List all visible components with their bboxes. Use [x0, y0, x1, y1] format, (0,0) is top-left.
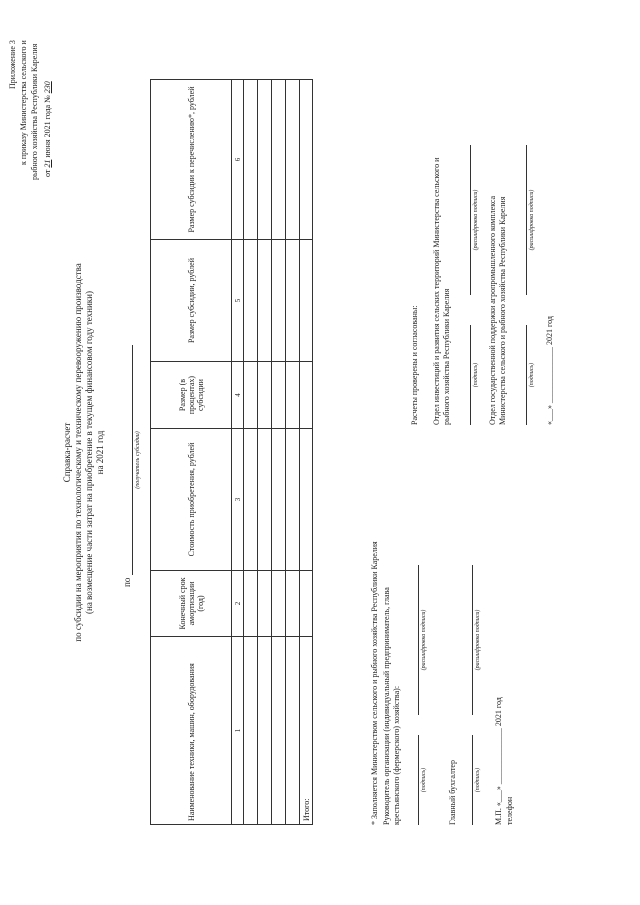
table-total-row [300, 80, 313, 825]
accountant-sign-caption: (подпись) [475, 767, 481, 793]
approval-date-line: «___» ______________ 2021 год [545, 316, 554, 425]
table-row [244, 80, 258, 825]
stamp-date-line: М.П. «___» ______________ 2021 год [494, 697, 503, 825]
appendix-day: 21 [43, 159, 52, 168]
head-decode-line [418, 565, 419, 715]
col-header-amortization: Конечный срок амортизации (год) [151, 571, 232, 637]
dept1-sign-caption: (подпись) [473, 362, 479, 388]
appendix-line3: рыбного хозяйства Республики Карелия [30, 43, 39, 180]
appendix-date-text: июня 2021 года № [43, 95, 52, 158]
col-header-subsidy: Размер субсидии, рублей [151, 240, 232, 362]
table-header-row [151, 80, 232, 825]
head-label-line2: крестьянского (фермерского) хозяйства): [392, 685, 401, 825]
table-row [272, 80, 286, 825]
col-header-percent: Размер (в процентах) субсидии [151, 362, 232, 429]
col-header-cost: Стоимость приобретения, рублей [151, 429, 232, 571]
doc-title: Справка-расчет [62, 422, 72, 483]
doc-subtitle: по субсидии на мероприятия по технологическому и техническому перевооружению производства [73, 263, 83, 642]
dept2-line2: Министерства сельского и рыбного хозяйства Республики Карелия [498, 196, 507, 425]
doc-subtitle-note: (на возмещение части затрат на приобретение в текущем финансовом году техники) [84, 291, 94, 614]
checked-label: Расчеты проверены и согласованы: [410, 305, 419, 425]
appendix-number: 230 [43, 81, 52, 94]
col-number: 5 [232, 240, 244, 362]
subsidy-table [150, 79, 313, 825]
dept2-decode-line [526, 145, 527, 295]
col-header-transfer: Размер субсидии к перечислению*, рублей [151, 80, 232, 240]
appendix-line2: к приказу Министерства сельского и [19, 40, 28, 165]
table-number-row [232, 80, 244, 825]
accountant-label: Главный бухгалтер [448, 760, 457, 825]
accountant-decode-line [472, 565, 473, 715]
appendix-from: от [43, 169, 52, 177]
dept1-line1: Отдел инвестиций и развития сельских территорий Министерства сельского и [432, 157, 441, 425]
phone-label: телефон [505, 796, 514, 825]
dept2-line1: Отдел государственной поддержки агропромышленного комплекса [488, 195, 497, 425]
accountant-sign-line [472, 735, 473, 825]
dept2-sign-caption: (подпись) [529, 362, 535, 388]
col-number: 2 [232, 571, 244, 637]
dept1-decode-line [470, 145, 471, 295]
dept2-decode-caption: (расшифровка подписи) [529, 189, 535, 251]
table-row [258, 80, 272, 825]
dept1-decode-caption: (расшифровка подписи) [473, 189, 479, 251]
table-row [286, 80, 300, 825]
col-header-equipment: Наименование техники, машин, оборудования [151, 637, 232, 825]
head-sign-caption: (подпись) [421, 767, 427, 793]
dept1-sign-line [470, 325, 471, 425]
footnote: * Заполняется Министерством сельского и рыбного хозяйства Республики Карелия [370, 541, 379, 825]
col-number: 6 [232, 80, 244, 240]
recipient-caption: (получатель субсидии) [135, 431, 141, 489]
head-label-line1: Руководитель организации (индивидуальный предприниматель, глава [382, 587, 391, 825]
col-number: 4 [232, 362, 244, 429]
appendix-line4 [43, 81, 52, 177]
total-label: Итого: [300, 637, 313, 825]
dept2-sign-line [526, 325, 527, 425]
col-number: 3 [232, 429, 244, 571]
doc-year: на 2021 год [95, 430, 105, 475]
head-decode-caption: (расшифровка подписи) [421, 609, 427, 671]
recipient-line [132, 345, 133, 575]
dept1-line2: рыбного хозяйства Республики Карелия [442, 288, 451, 425]
accountant-decode-caption: (расшифровка подписи) [475, 609, 481, 671]
head-sign-line [418, 735, 419, 825]
appendix-line1: Приложение 3 [8, 40, 17, 89]
recipient-prefix: по [122, 577, 132, 587]
col-number: 1 [232, 637, 244, 825]
